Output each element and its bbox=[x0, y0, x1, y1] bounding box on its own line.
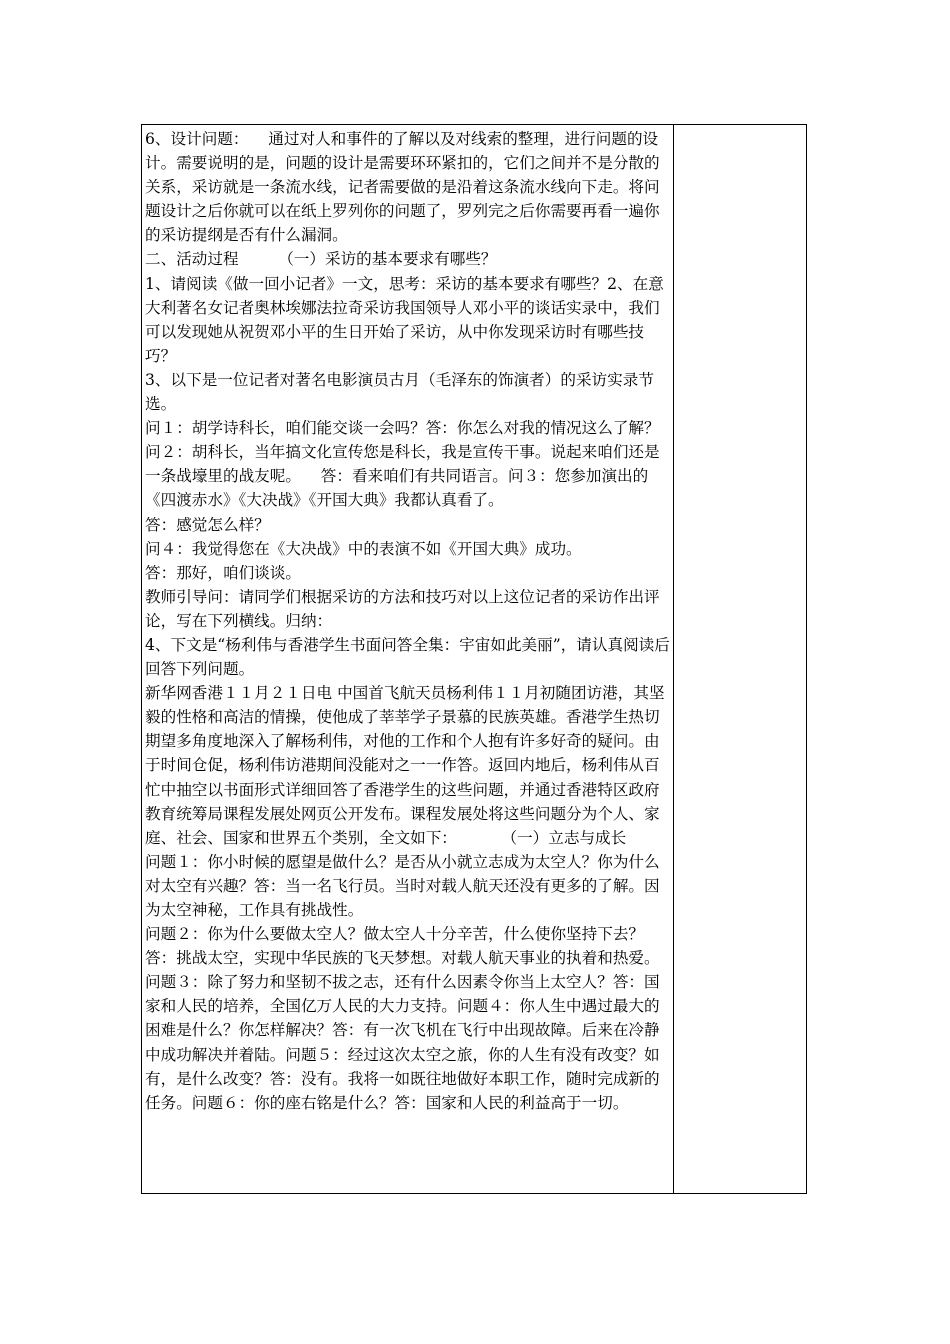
paragraph-news-intro: 新华网香港１１月２１日电 中国首飞航天员杨利伟１１月初随团访港，其坚毅的性格和高洁的情操，使他成了莘莘学子景慕的民族英雄。香港学生热切期望多角度地深入了解杨利伟，对他的工作和个人抱有许多好奇的疑问。由于时间仓促，杨利伟访港期间没能对之一一作答。返回内地后，杨利伟从百忙中抽空以书面形式详细回答了香港学生的这些问题，并通过香港特区政府教育统筹局课程发展处网页公开发布。课程发展处将这些问题分为个人、家庭、社会、国家和世界五个类别，全文如下： （一）立志与成长 bbox=[145, 684, 665, 847]
paragraph-interview-q4: 问４：我觉得您在《大决战》中的表演不如《开国大典》成功。 bbox=[145, 539, 582, 558]
paragraph-design-questions: 6、设计问题： 通过对人和事件的了解以及对线索的整理，进行问题的设计。需要说明的是，问题的设计是需要环环紧扣的，它们之间并不是分散的关系，采访就是一条流水线，记者需要做的是沿着这条流水线向下走。将问题设计之后你就可以在纸上罗列你的问题了，罗列完之后你需要再看一遍你的采访提纲是否有什么漏洞。 bbox=[145, 130, 660, 245]
paragraph-answer-feeling: 答：感觉怎么样？ bbox=[145, 515, 270, 534]
paragraph-activity-heading: 二、活动过程 （一）采访的基本要求有哪些？ bbox=[145, 250, 497, 269]
paragraph-answer-talk: 答：那好，咱们谈谈。 bbox=[145, 563, 301, 582]
content-cell bbox=[142, 125, 674, 1193]
paragraph-task-1-2: 1、请阅读《做一回小记者》一文，思考：采访的基本要求有哪些？2、在意大利著名女记者奥林埃娜法拉奇采访我国领导人邓小平的谈话实录中，我们可以发现她从祝贺邓小平的生日开始了采访，从中你发现采访时有哪些技巧？ bbox=[145, 274, 664, 365]
lesson-table bbox=[141, 124, 807, 1194]
paragraph-teacher-guide: 教师引导问：请同学们根据采访的方法和技巧对以上这位记者的采访作出评论，写在下列横线。归纳： bbox=[145, 587, 660, 630]
paragraph-question-1: 问题１：你小时候的愿望是做什么？是否从小就立志成为太空人？你为什么对太空有兴趣？答：当一名飞行员。当时对载人航天还没有更多的了解。因为太空神秘，工作具有挑战性。 bbox=[145, 852, 660, 919]
paragraph-interview-q1-q3: 问１：胡学诗科长，咱们能交谈一会吗？答：你怎么对我的情况这么了解？ 问２：胡科长，当年搞文化宣传您是科长，我是宣传干事。说起来咱们还是一条战壕里的战友呢。 答：看来咱们有共同语言。问３：您参加演出的《四渡赤水》《大决战》《开国大典》我都认真看了。 bbox=[145, 419, 670, 510]
paragraph-task-4: 4、下文是“杨利伟与香港学生书面问答全集：宇宙如此美丽”，请认真阅读后回答下列问题。 bbox=[145, 635, 670, 679]
notes-cell bbox=[674, 125, 806, 1193]
paragraph-questions-2-6: 问题２：你为什么要做太空人？做太空人十分辛苦，什么使你坚持下去？答：挑战太空，实现中华民族的飞天梦想。对载人航天事业的执着和热爱。问题３：除了努力和坚韧不拔之志，还有什么因素令你当上太空人？答：国家和人民的培养，全国亿万人民的大力支持。问题４：你人生中遇过最大的困难是什么？你怎样解决？答：有一次飞机在飞行中出现故障。后来在冷静中成功解决并着陆。问题５：经过这次太空之旅，你的人生有没有改变？如有，是什么改变？答：没有。我将一如既往地做好本职工作，随时完成新的任务。问题６：你的座右铭是什么？答：国家和人民的利益高于一切。 bbox=[145, 925, 660, 1112]
paragraph-task-3: 3、以下是一位记者对著名电影演员古月（毛泽东的饰演者）的采访实录节选。 bbox=[145, 370, 654, 414]
